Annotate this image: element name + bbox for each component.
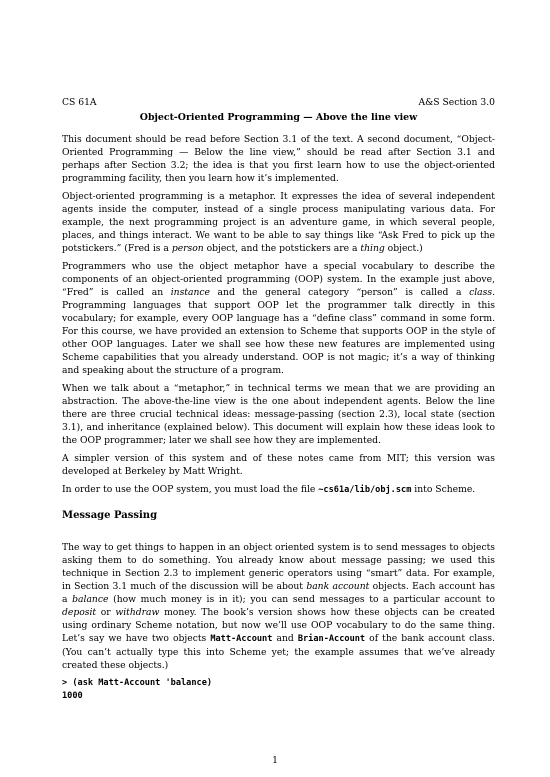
section-label: A&S Section 3.0 [418, 97, 495, 108]
section-heading: Message Passing [62, 510, 158, 521]
emphasis-withdraw: withdraw [115, 607, 160, 618]
emphasis-person: person [171, 243, 204, 254]
text-run: object, and the potstickers are a [203, 243, 361, 254]
text-run: and the general category “person” is called a [209, 287, 470, 298]
text-run: into Scheme. [411, 484, 476, 495]
paragraph-message-passing [62, 541, 495, 672]
code-line: 1000 [62, 691, 83, 701]
course-label: CS 61A [62, 97, 97, 108]
text-run: objects. Each account has a [62, 581, 495, 605]
text-run: Programmers who use the object metaphor have a special vocabulary to describe the components of an object-oriented programming (OOP) system. In the example just above, “Fred” is called an [62, 261, 495, 298]
document-title: Object-Oriented Programming — Above the line view [139, 112, 418, 123]
text-run: money. The book’s version shows how these objects can be created using ordinary Scheme notation, but now we’ll use OOP vocabulary to do the same thing. Let’s say we have two objects [62, 607, 496, 644]
emphasis-thing: thing [360, 243, 385, 254]
text-run: of the bank account class. (You can’t actually type this into Scheme yet; the example assumes that we’ve already created these objects.) [62, 633, 495, 671]
text-run: In order to use the OOP system, you must load the file [62, 484, 319, 495]
emphasis-balance: balance [72, 594, 109, 605]
paragraph-credits: A simpler version of this system and of these notes came from MIT; this version was developed at Berkeley by Matt Wright. [62, 453, 495, 477]
code-brian-account: Brian-Account [297, 634, 366, 644]
paragraph-load-file [62, 483, 495, 497]
paragraph-metaphor [62, 190, 495, 255]
text-run: or [96, 607, 116, 618]
paragraph-vocabulary [62, 260, 495, 377]
emphasis-deposit: deposit [62, 607, 97, 618]
file-path: ~cs61a/lib/obj.scm [318, 485, 412, 495]
text-run: Object-oriented programming is a metaphor. It expresses the idea of several independent agents inside the computer, instead of a single process manipulating various data. For example, the next programming project is an adventure game, in which several people, places, and things interact. We want to be able to say things like “Ask Fred to pick up the potstickers.” (Fred is a [62, 191, 495, 254]
emphasis-instance: instance [170, 287, 210, 298]
running-header [62, 97, 495, 109]
code-example [62, 677, 495, 703]
emphasis-bank-account: bank account [306, 581, 370, 592]
code-line: > (ask Matt-Account 'balance) [62, 678, 213, 688]
page-number: 1 [272, 755, 278, 766]
paragraph-intro: This document should be read before Section 3.1 of the text. A second document, “Object-Oriented Programming — Below the line view,” should be read after Section 3.1 and perhaps after Section 3.2; the idea is that you first learn how to use the object-oriented programming facility, then you learn how it’s implemented. [62, 134, 495, 184]
paragraph-abstraction: When we talk about a “metaphor,” in technical terms we mean that we are providing an abstraction. The above-the-line view is the one about independent agents. Below the line there are three crucial technical ideas: message-passing (section 2.3), local state (section 3.1), and inheritance (explained below). This document will explain how these ideas look to the OOP programmer; later we shall see how they are implemented. [62, 383, 495, 446]
code-matt-account: Matt-Account [210, 634, 273, 644]
text-run: . Programming languages that support OOP let the programmer talk directly in this vocabulary; for example, every OOP language has a “define class” command in some form. For this course, we have provided an extension to Scheme that supports OOP in the style of other OOP languages. Later we shall see how these new features are implemented using Scheme capabilities that you already understand. OOP is not magic; it’s a way of thinking and speaking about the structure of a program. [62, 287, 495, 376]
text-run: and [272, 633, 298, 644]
emphasis-class: class [469, 287, 493, 298]
text-run: (how much money is in it); you can send messages to a particular account to [108, 594, 495, 605]
text-run: object.) [384, 243, 423, 254]
text-run: The way to get things to happen in an object oriented system is to send messages to objects asking them to do something. You already know about message passing; we used this technique in Section 2.3 to implement generic operators using “smart” data. For example, in Section 3.1 much of the discussion will be about [62, 542, 495, 592]
